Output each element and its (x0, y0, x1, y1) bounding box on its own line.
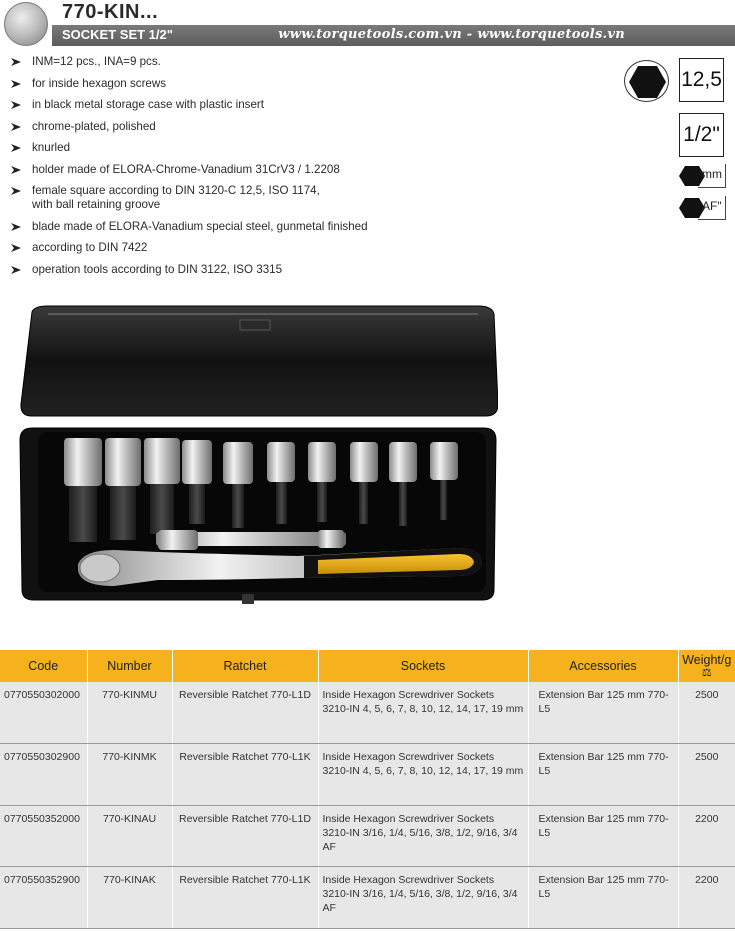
unit-af-label: AF" (702, 199, 722, 213)
hexagon-profile-icon (624, 60, 669, 102)
bullet-arrow-icon (10, 56, 22, 68)
website-text: www.torquetools.com.vn - www.torquetools.vn (278, 27, 625, 42)
feature-item (10, 263, 550, 277)
cell-sockets (318, 744, 528, 806)
cell-number: 770-KINMK (87, 744, 172, 806)
cell-ratchet: Reversible Ratchet 770-L1D (172, 805, 318, 867)
cell-weight: 2200 (678, 805, 735, 867)
feature-item (10, 120, 550, 134)
cell-ratchet: Reversible Ratchet 770-L1K (172, 744, 318, 806)
sockets-line-2: 3210-IN 3/16, 1/4, 5/16, 3/8, 1/2, 9/16, 3/4 AF (322, 826, 518, 853)
product-title: 770-KIN... (62, 1, 159, 23)
feature-text: blade made of ELORA-Vanadium special steel, gunmetal finished (32, 219, 368, 233)
table-row (0, 744, 735, 806)
feature-item (10, 77, 550, 91)
sockets-line-2: 3210-IN 4, 5, 6, 7, 8, 10, 12, 14, 17, 19 mm (322, 765, 524, 777)
feature-text: operation tools according to DIN 3122, ISO 3315 (32, 262, 283, 276)
table-row (0, 867, 735, 929)
product-table (0, 650, 735, 929)
table-header-row (0, 650, 735, 682)
weight-header-label: Weight/g (682, 653, 732, 667)
sockets-line-1: Inside Hexagon Screwdriver Sockets (322, 812, 495, 825)
cell-ratchet: Reversible Ratchet 770-L1K (172, 867, 318, 929)
cell-accessories: Extension Bar 125 mm 770-L5 (528, 744, 678, 806)
sockets-line-1: Inside Hexagon Screwdriver Sockets (322, 874, 495, 886)
cell-sockets (318, 867, 528, 929)
sockets-line-1: Inside Hexagon Screwdriver Sockets (322, 751, 495, 763)
table-row (0, 682, 735, 744)
cell-accessories: Extension Bar 125 mm 770-L5 (528, 682, 678, 744)
column-header-number: Number (87, 650, 172, 682)
cell-number: 770-KINAU (87, 805, 172, 867)
feature-text: for inside hexagon screws (32, 76, 167, 90)
page-header (0, 0, 735, 46)
scale-icon: ⚖ (701, 667, 712, 679)
column-header-code: Code (0, 650, 87, 682)
sockets-line-2: 3210-IN 4, 5, 6, 7, 8, 10, 12, 14, 17, 19 mm (322, 703, 524, 715)
cell-code: 0770550352900 (0, 867, 87, 929)
bullet-arrow-icon (10, 185, 22, 197)
unit-af-badge (678, 196, 726, 220)
cell-code: 0770550352000 (0, 805, 87, 867)
bullet-arrow-icon (10, 242, 22, 254)
feature-item (10, 220, 550, 234)
column-header-sockets: Sockets (318, 650, 528, 682)
feature-text: in black metal storage case with plastic insert (32, 98, 264, 111)
column-header-accessories: Accessories (528, 650, 678, 682)
bullet-arrow-icon (10, 164, 22, 176)
product-image (18, 304, 498, 624)
header-badge-icon (4, 2, 48, 46)
feature-item (10, 141, 550, 155)
bullet-arrow-icon (10, 221, 22, 233)
cell-code: 0770550302000 (0, 682, 87, 744)
bullet-arrow-icon (10, 99, 22, 111)
bullet-arrow-icon (10, 121, 22, 133)
sockets-line-1: Inside Hexagon Screwdriver Sockets (322, 689, 495, 701)
feature-text: knurled (32, 141, 71, 154)
unit-mm-badge (678, 164, 726, 188)
bullet-arrow-icon (10, 78, 22, 90)
feature-item (10, 98, 550, 112)
column-header-ratchet: Ratchet (172, 650, 318, 682)
cell-weight: 2500 (678, 682, 735, 744)
bullet-arrow-icon (10, 264, 22, 276)
feature-text: holder made of ELORA-Chrome-Vanadium 31CrV3 / 1.2208 (32, 162, 340, 176)
cell-accessories: Extension Bar 125 mm 770-L5 (528, 867, 678, 929)
feature-item (10, 184, 550, 212)
column-header-weight (678, 650, 735, 682)
cell-ratchet: Reversible Ratchet 770-L1D (172, 682, 318, 744)
feature-text: INM=12 pcs., INA=9 pcs. (32, 55, 161, 68)
feature-text-continued: with ball retaining groove (32, 198, 161, 211)
feature-item (10, 241, 550, 255)
cell-weight: 2500 (678, 744, 735, 806)
feature-list (10, 55, 550, 284)
cell-number: 770-KINMU (87, 682, 172, 744)
feature-text: according to DIN 7422 (32, 241, 148, 254)
product-subtitle: SOCKET SET 1/2" (62, 27, 173, 42)
feature-item (10, 163, 550, 177)
table-row (0, 805, 735, 867)
unit-mm-label: mm (702, 167, 722, 181)
cell-accessories: Extension Bar 125 mm 770-L5 (528, 805, 678, 867)
bullet-arrow-icon (10, 142, 22, 154)
cell-sockets (318, 805, 528, 867)
feature-text: chrome-plated, polished (32, 119, 156, 133)
drive-size-inch-box: 1/2" (679, 113, 724, 157)
cell-sockets (318, 682, 528, 744)
feature-text: female square according to DIN 3120-C 12,5, ISO 1174, (32, 184, 320, 197)
drive-size-mm-box: 12,5 (679, 58, 724, 102)
cell-number: 770-KINAK (87, 867, 172, 929)
cell-weight: 2200 (678, 867, 735, 929)
feature-item (10, 55, 550, 69)
cell-code: 0770550302900 (0, 744, 87, 806)
sockets-line-2: 3210-IN 3/16, 1/4, 5/16, 3/8, 1/2, 9/16, 3/4 AF (322, 888, 518, 914)
